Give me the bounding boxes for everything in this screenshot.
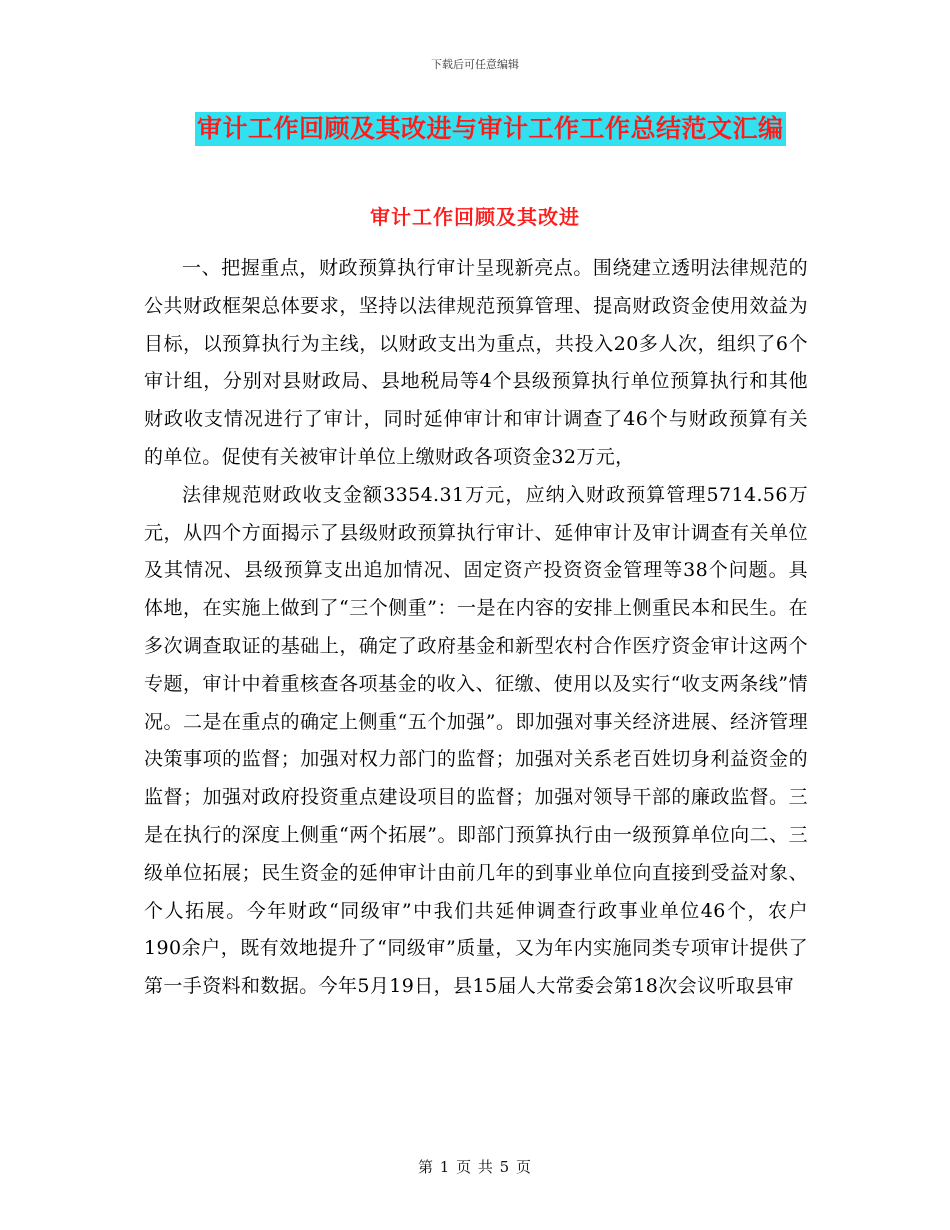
section-title: 审计工作回顾及其改进 <box>370 205 580 229</box>
page-header-note: 下载后可任意编辑 <box>431 58 519 71</box>
paragraph-1: 一、把握重点，财政预算执行审计呈现新亮点。围绕建立透明法律规范的公共财政框架总体要求，坚持以法律规范预算管理、提高财政资金使用效益为目标，以预算执行为主线，以财政支出为重点，共投入20多人次，组织了6个审计组，分别对县财政局、县地税局等4个县级预算执行单位预算执行和其他财政收支情况进行了审计，同时延伸审计和审计调查了46个与财政预算有关的单位。促使有关被审计单位上缴财政各项资金32万元， <box>144 257 808 468</box>
document-body <box>144 250 808 1006</box>
page-number-footer: 第 1 页 共 5 页 <box>418 1158 532 1176</box>
document-title-highlight <box>195 112 786 146</box>
paragraph-2: 法律规范财政收支金额3354.31万元，应纳入财政预算管理5714.56万元，从四个方面揭示了县级财政预算执行审计、延伸审计及审计调查有关单位及其情况、县级预算支出追加情况、固定资产投资资金管理等38个问题。具体地，在实施上做到了“三个侧重”：一是在内容的安排上侧重民本和民生。在多次调查取证的基础上，确定了政府基金和新型农村合作医疗资金审计这两个专题，审计中着重核查各项基金的收入、征缴、使用以及实行“收支两条线”情况。二是在重点的确定上侧重“五个加强”。即加强对事关经济进展、经济管理决策事项的监督；加强对权力部门的监督；加强对关系老百姓切身利益资金的监督；加强对政府投资重点建设项目的监督；加强对领导干部的廉政监督。三是在执行的深度上侧重“两个拓展”。即部门预算执行由一级预算单位向二、三级单位拓展；民生资金的延伸审计由前几年的到事业单位向直接到受益对象、个人拓展。今年财政“同级审”中我们共延伸调查行政事业单位46个，农户190余户，既有效地提升了“同级审”质量，又为年内实施同类专项审计提供了第一手资料和数据。今年5月19日，县15届人大常委会第18次会议听取县审 <box>144 483 808 998</box>
document-title: 审计工作回顾及其改进与审计工作工作总结范文汇编 <box>197 114 784 143</box>
